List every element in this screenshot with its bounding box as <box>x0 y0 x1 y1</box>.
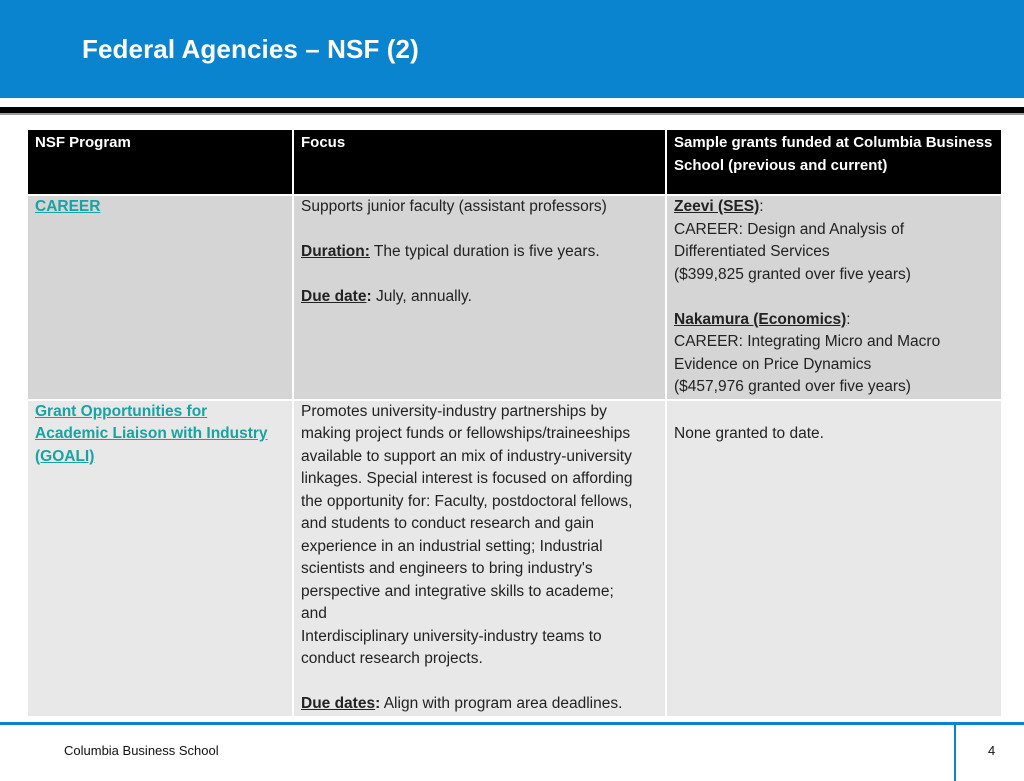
goali-focus-line: conduct research projects. <box>301 650 483 667</box>
career-due-date <box>301 286 658 309</box>
grant-nakamura-label: Nakamura (Economics) <box>674 310 847 328</box>
grant-nakamura-line2: Evidence on Price Dynamics <box>674 355 872 373</box>
grant-zeevi-colon: : <box>759 198 764 215</box>
grant-zeevi-amount: ($399,825 granted over five years) <box>674 265 911 283</box>
goali-focus-line: and students to conduct research and gain <box>301 515 594 532</box>
grant-zeevi-line2: Differentiated Services <box>674 243 830 260</box>
header-nsf-program: NSF Program <box>28 130 292 194</box>
grant-nakamura-colon: : <box>846 310 851 328</box>
goali-link-line2[interactable]: Academic Liaison with Industry <box>35 425 268 442</box>
career-grants-cell <box>667 196 1001 399</box>
duration-label: Duration: <box>301 243 370 260</box>
goali-focus-line: Interdisciplinary university-industry teams to <box>301 627 602 645</box>
table-header-row <box>28 130 1001 194</box>
career-link[interactable]: CAREER <box>35 198 101 215</box>
career-focus-text: Supports junior faculty (assistant professors) <box>301 198 607 215</box>
title-bar <box>0 0 1024 98</box>
goali-due-dates <box>301 693 658 716</box>
footer-page-separator <box>954 725 956 781</box>
career-program-cell <box>28 196 292 399</box>
table-row-career <box>28 196 1001 399</box>
page-number: 4 <box>988 743 996 758</box>
career-duration <box>301 241 658 264</box>
spacer <box>301 219 658 242</box>
due-dates-text: Align with program area deadlines. <box>380 695 623 712</box>
goali-focus-line: Promotes university-industry partnerships by <box>301 402 607 420</box>
footer-organization: Columbia Business School <box>64 743 219 758</box>
table-row-goali <box>28 401 1001 716</box>
goali-focus-line: experience in an industrial setting; Industrial <box>301 537 603 555</box>
spacer <box>674 286 994 309</box>
career-focus-cell <box>294 196 665 399</box>
duration-text: The typical duration is five years. <box>369 243 600 260</box>
goali-link-line1[interactable]: Grant Opportunities for <box>35 402 208 420</box>
grant-nakamura-line1: CAREER: Integrating Micro and Macro <box>674 333 941 350</box>
goali-focus-line: and <box>301 605 327 622</box>
nsf-programs-table <box>26 128 1003 718</box>
goali-focus-line: perspective and integrative skills to academe; <box>301 582 614 600</box>
due-date-label: Due date <box>301 288 367 305</box>
goali-focus-line: available to support an mix of industry-university <box>301 447 632 465</box>
header-focus: Focus <box>294 130 665 194</box>
due-date-month: July <box>371 288 403 305</box>
header-sample-grants: Sample grants funded at Columbia Business School (previous and current) <box>667 130 1001 194</box>
title-divider-shadow <box>0 113 1024 115</box>
grant-zeevi-label: Zeevi (SES) <box>674 198 760 215</box>
goali-program-cell <box>28 401 292 716</box>
goali-focus-line: linkages. Special interest is focused on affording <box>301 470 633 487</box>
goali-grants-cell <box>667 401 1001 716</box>
goali-focus-line: scientists and engineers to bring industry's <box>301 560 593 577</box>
spacer <box>301 671 658 694</box>
goali-focus-cell <box>294 401 665 716</box>
goali-focus-line: making project funds or fellowships/traineeships <box>301 425 631 442</box>
grant-zeevi-line1: CAREER: Design and Analysis of <box>674 220 905 238</box>
grant-zeevi-name <box>674 196 994 219</box>
goali-focus-line: the opportunity for: Faculty, postdoctoral fellows, <box>301 492 633 510</box>
grant-nakamura-name <box>674 309 994 332</box>
due-dates-colon: : <box>375 695 381 712</box>
goali-link-line3[interactable]: (GOALI) <box>35 447 95 465</box>
due-date-rest: , annually. <box>402 288 472 305</box>
spacer <box>674 401 994 424</box>
due-date-colon: : <box>366 288 372 305</box>
footer-divider <box>0 722 1024 725</box>
due-dates-label: Due dates <box>301 695 376 712</box>
spacer <box>301 264 658 287</box>
slide-title: Federal Agencies – NSF (2) <box>82 34 419 64</box>
grant-nakamura-amount: ($457,976 granted over five years) <box>674 378 911 395</box>
goali-grants-text: None granted to date. <box>674 425 824 442</box>
